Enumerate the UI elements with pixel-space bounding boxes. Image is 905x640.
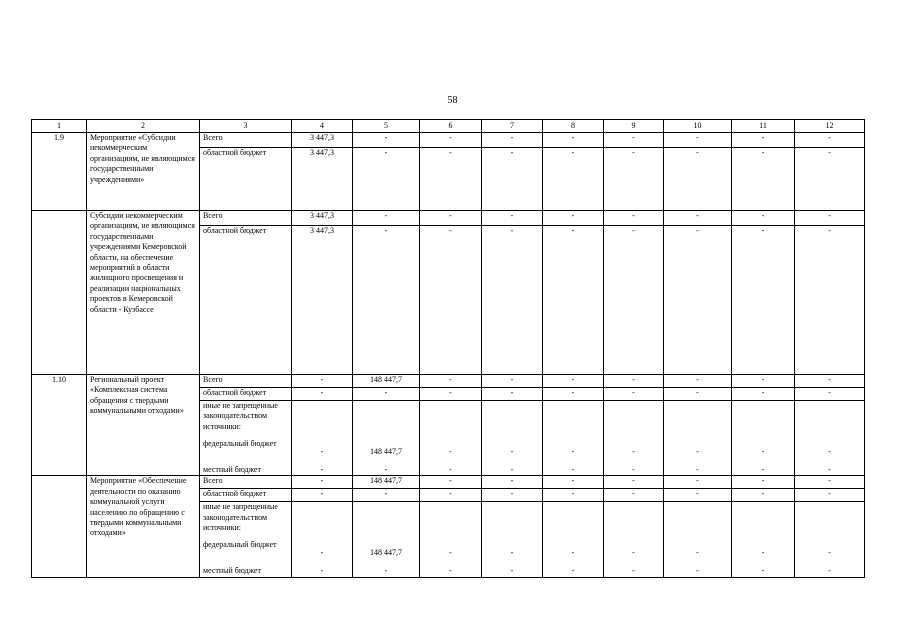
- cell-value: -: [632, 226, 635, 235]
- cell-value: [735, 502, 791, 540]
- cell-value: -: [761, 465, 765, 474]
- table-row: [32, 133, 865, 148]
- value-cell: [732, 211, 795, 226]
- header-row: [32, 120, 865, 133]
- row-number: [32, 211, 87, 375]
- value-cell: [353, 133, 420, 148]
- funding-source-cell: [200, 401, 292, 476]
- cell-value: 3 447,3: [310, 211, 334, 220]
- cell-value: -: [761, 375, 765, 384]
- cell-value: -: [828, 148, 831, 157]
- cell-value: -: [696, 447, 699, 456]
- cell-value: 148 447,7: [370, 375, 402, 384]
- cell-value: -: [761, 211, 765, 220]
- value-cell: [482, 211, 543, 226]
- cell-value: -: [449, 226, 452, 235]
- cell-value: -: [510, 133, 514, 142]
- cell-value: -: [510, 388, 514, 397]
- cell-value: -: [571, 447, 575, 456]
- value-cell: [353, 148, 420, 211]
- cell-value: -: [761, 226, 765, 235]
- cell-value: [607, 502, 660, 540]
- cell-value: -: [828, 566, 831, 576]
- value-cell: [420, 375, 482, 388]
- column-header: 1: [32, 120, 87, 133]
- cell-value: -: [571, 566, 575, 576]
- cell-value: -: [384, 566, 388, 576]
- value-cell: [795, 401, 865, 476]
- cell-value: -: [696, 548, 699, 558]
- value-cell: [292, 148, 353, 211]
- cell-value: 3 447,3: [310, 226, 334, 235]
- value-cell: [664, 489, 732, 502]
- cell-value: -: [320, 476, 324, 486]
- cell-value: -: [510, 465, 514, 474]
- value-cell: [604, 388, 664, 401]
- value-cell: [292, 226, 353, 375]
- value-cell: [664, 211, 732, 226]
- cell-value: [423, 502, 478, 540]
- cell-value: -: [320, 548, 324, 558]
- cell-value: -: [632, 148, 635, 157]
- value-cell: [420, 211, 482, 226]
- column-header: 6: [420, 120, 482, 133]
- value-cell: [482, 375, 543, 388]
- cell-value: -: [384, 226, 388, 235]
- cell-value: -: [632, 489, 635, 499]
- value-cell: [664, 226, 732, 375]
- value-cell: [664, 133, 732, 148]
- funding-source: местный бюджет: [203, 566, 261, 576]
- cell-value: -: [632, 388, 635, 397]
- value-cell: [292, 401, 353, 476]
- funding-source-cell: [200, 489, 292, 502]
- value-cell: [604, 502, 664, 577]
- value-cell: [482, 148, 543, 211]
- value-cell: [420, 401, 482, 476]
- value-cell: [420, 489, 482, 502]
- cell-value: -: [571, 388, 575, 397]
- cell-value: -: [761, 548, 765, 558]
- column-header: 7: [482, 120, 543, 133]
- value-cell: [604, 148, 664, 211]
- value-cell: [420, 502, 482, 577]
- value-cell: [664, 148, 732, 211]
- value-cell: [543, 388, 604, 401]
- cell-value: -: [449, 489, 452, 499]
- value-cell: [543, 489, 604, 502]
- cell-value: -: [828, 447, 831, 456]
- value-cell: [482, 226, 543, 375]
- funding-source: Всего: [203, 375, 223, 384]
- value-cell: [795, 148, 865, 211]
- cell-value: -: [761, 388, 765, 397]
- cell-value: [485, 502, 539, 540]
- cell-value: -: [632, 447, 635, 456]
- value-cell: [543, 401, 604, 476]
- funding-source: областной бюджет: [203, 388, 267, 397]
- cell-value: 148 447,7: [370, 548, 402, 558]
- cell-value: -: [384, 388, 388, 397]
- funding-source: областной бюджет: [203, 489, 267, 499]
- value-cell: [604, 226, 664, 375]
- value-cell: [604, 476, 664, 489]
- value-cell: [795, 476, 865, 489]
- funding-source: иные не запрещенные законодательством источники:: [203, 502, 278, 533]
- cell-value: -: [320, 566, 324, 576]
- cell-value: -: [571, 548, 575, 558]
- cell-value: -: [449, 447, 452, 456]
- value-cell: [732, 375, 795, 388]
- funding-source-cell: [200, 502, 292, 577]
- column-header: 2: [87, 120, 200, 133]
- value-cell: [353, 211, 420, 226]
- column-header: 11: [732, 120, 795, 133]
- activity-name: Региональный проект «Комплексная система обращения с твердыми коммунальными отходами»: [87, 375, 200, 476]
- cell-value: -: [828, 489, 831, 499]
- column-header: 8: [543, 120, 604, 133]
- value-cell: [664, 375, 732, 388]
- cell-value: [546, 401, 600, 439]
- value-cell: [604, 489, 664, 502]
- funding-source: иные не запрещенные законодательством источники:: [203, 401, 278, 431]
- cell-value: [356, 502, 416, 540]
- cell-value: [295, 401, 349, 439]
- cell-value: -: [320, 375, 324, 384]
- funding-source-cell: [200, 388, 292, 401]
- value-cell: [664, 476, 732, 489]
- cell-value: -: [828, 465, 831, 474]
- cell-value: -: [510, 375, 514, 384]
- value-cell: [604, 401, 664, 476]
- cell-value: 148 447,7: [370, 476, 402, 486]
- cell-value: -: [449, 548, 452, 558]
- cell-value: -: [696, 133, 699, 142]
- cell-value: -: [696, 226, 699, 235]
- funding-source-cell: [200, 476, 292, 489]
- cell-value: -: [696, 211, 699, 220]
- cell-value: -: [571, 211, 575, 220]
- cell-value: -: [571, 148, 575, 157]
- cell-value: -: [571, 375, 575, 384]
- cell-value: [356, 401, 416, 439]
- value-cell: [292, 375, 353, 388]
- funding-source: местный бюджет: [203, 465, 261, 474]
- cell-value: -: [632, 211, 635, 220]
- cell-value: -: [696, 148, 699, 157]
- cell-value: -: [761, 133, 765, 142]
- value-cell: [795, 375, 865, 388]
- cell-value: -: [761, 447, 765, 456]
- cell-value: [607, 401, 660, 439]
- value-cell: [420, 388, 482, 401]
- value-cell: [604, 375, 664, 388]
- cell-value: -: [384, 465, 388, 474]
- cell-value: -: [761, 148, 765, 157]
- value-cell: [482, 476, 543, 489]
- column-header: 3: [200, 120, 292, 133]
- table-row: [32, 211, 865, 226]
- value-cell: [795, 211, 865, 226]
- table-row: [32, 476, 865, 489]
- page-number: 58: [447, 95, 458, 106]
- funding-source: областной бюджет: [203, 226, 267, 235]
- column-header: 4: [292, 120, 353, 133]
- value-cell: [353, 502, 420, 577]
- column-header: 9: [604, 120, 664, 133]
- cell-value: -: [510, 226, 514, 235]
- funding-source: Всего: [203, 476, 223, 486]
- value-cell: [795, 226, 865, 375]
- cell-value: -: [384, 133, 388, 142]
- value-cell: [604, 211, 664, 226]
- value-cell: [420, 148, 482, 211]
- value-cell: [292, 133, 353, 148]
- cell-value: -: [320, 388, 324, 397]
- value-cell: [292, 476, 353, 489]
- cell-value: -: [828, 226, 831, 235]
- funding-source-cell: [200, 375, 292, 388]
- cell-value: [546, 502, 600, 540]
- funding-source: Всего: [203, 211, 223, 220]
- value-cell: [543, 211, 604, 226]
- funding-source: федеральный бюджет: [203, 439, 277, 448]
- value-cell: [482, 133, 543, 148]
- cell-value: 3 447,3: [310, 133, 334, 142]
- row-number: 1.9: [32, 133, 87, 211]
- budget-table: [31, 119, 865, 578]
- cell-value: -: [632, 133, 635, 142]
- funding-source-cell: [200, 133, 292, 148]
- cell-value: -: [828, 211, 831, 220]
- value-cell: [795, 502, 865, 577]
- value-cell: [732, 401, 795, 476]
- cell-value: [798, 502, 861, 540]
- value-cell: [664, 502, 732, 577]
- value-cell: [795, 388, 865, 401]
- cell-value: -: [449, 133, 452, 142]
- cell-value: -: [696, 476, 699, 486]
- funding-source: областной бюджет: [203, 148, 267, 157]
- cell-value: -: [384, 489, 388, 499]
- activity-name: Мероприятие «Обеспечение деятельности по оказанию коммунальной услуги населению по обращению с твердыми коммунальными отходами»: [87, 476, 200, 577]
- cell-value: -: [510, 148, 514, 157]
- value-cell: [353, 489, 420, 502]
- value-cell: [664, 388, 732, 401]
- cell-value: -: [320, 447, 324, 456]
- table-row: [32, 375, 865, 388]
- cell-value: -: [632, 566, 635, 576]
- cell-value: -: [510, 489, 514, 499]
- cell-value: -: [510, 548, 514, 558]
- cell-value: -: [632, 476, 635, 486]
- cell-value: [667, 401, 728, 439]
- cell-value: [485, 401, 539, 439]
- value-cell: [292, 211, 353, 226]
- cell-value: -: [571, 489, 575, 499]
- value-cell: [732, 476, 795, 489]
- value-cell: [292, 489, 353, 502]
- value-cell: [543, 502, 604, 577]
- column-header: 10: [664, 120, 732, 133]
- cell-value: -: [510, 447, 514, 456]
- cell-value: -: [510, 211, 514, 220]
- value-cell: [732, 148, 795, 211]
- activity-name: Субсидии некоммерческим организациям, не являющимся государственными учреждениями Кемеровской области, на обеспечение мероприятий в области жилищного просвещения и реализации национальных проектов в Кемеровской области - Кузбассе: [87, 211, 200, 375]
- value-cell: [543, 133, 604, 148]
- column-header: 12: [795, 120, 865, 133]
- cell-value: -: [696, 489, 699, 499]
- cell-value: -: [761, 566, 765, 576]
- value-cell: [420, 226, 482, 375]
- cell-value: -: [571, 133, 575, 142]
- cell-value: [295, 502, 349, 540]
- value-cell: [543, 375, 604, 388]
- value-cell: [482, 489, 543, 502]
- value-cell: [353, 226, 420, 375]
- cell-value: [423, 401, 478, 439]
- cell-value: -: [384, 148, 388, 157]
- cell-value: -: [828, 375, 831, 384]
- value-cell: [795, 489, 865, 502]
- cell-value: -: [761, 476, 765, 486]
- value-cell: [664, 401, 732, 476]
- value-cell: [543, 148, 604, 211]
- cell-value: -: [696, 566, 699, 576]
- value-cell: [543, 476, 604, 489]
- value-cell: [795, 133, 865, 148]
- value-cell: [420, 133, 482, 148]
- cell-value: -: [510, 476, 514, 486]
- cell-value: -: [696, 388, 699, 397]
- value-cell: [732, 226, 795, 375]
- cell-value: -: [510, 566, 514, 576]
- cell-value: -: [449, 566, 452, 576]
- cell-value: -: [696, 465, 699, 474]
- value-cell: [482, 502, 543, 577]
- value-cell: [292, 502, 353, 577]
- cell-value: [798, 401, 861, 439]
- funding-source-cell: [200, 148, 292, 211]
- cell-value: -: [449, 148, 452, 157]
- cell-value: -: [632, 465, 635, 474]
- cell-value: -: [828, 388, 831, 397]
- value-cell: [292, 388, 353, 401]
- cell-value: -: [449, 476, 452, 486]
- cell-value: -: [449, 375, 452, 384]
- value-cell: [732, 388, 795, 401]
- value-cell: [353, 476, 420, 489]
- value-cell: [732, 502, 795, 577]
- cell-value: -: [571, 476, 575, 486]
- cell-value: -: [571, 465, 575, 474]
- value-cell: [604, 133, 664, 148]
- value-cell: [482, 401, 543, 476]
- cell-value: -: [632, 548, 635, 558]
- cell-value: -: [449, 388, 452, 397]
- cell-value: -: [632, 375, 635, 384]
- value-cell: [543, 226, 604, 375]
- cell-value: -: [320, 465, 324, 474]
- cell-value: -: [761, 489, 765, 499]
- column-header: 5: [353, 120, 420, 133]
- funding-source: Всего: [203, 133, 223, 142]
- value-cell: [353, 388, 420, 401]
- cell-value: -: [828, 548, 831, 558]
- cell-value: 148 447,7: [370, 447, 402, 456]
- value-cell: [420, 476, 482, 489]
- cell-value: -: [571, 226, 575, 235]
- cell-value: -: [449, 465, 452, 474]
- value-cell: [732, 489, 795, 502]
- cell-value: -: [449, 211, 452, 220]
- value-cell: [482, 388, 543, 401]
- cell-value: 3 447,3: [310, 148, 334, 157]
- value-cell: [732, 133, 795, 148]
- cell-value: -: [828, 476, 831, 486]
- cell-value: -: [384, 211, 388, 220]
- cell-value: [667, 502, 728, 540]
- funding-source-cell: [200, 226, 292, 375]
- funding-source: федеральный бюджет: [203, 540, 277, 550]
- cell-value: -: [320, 489, 324, 499]
- activity-name: Мероприятие «Субсидии некоммерческим организациям, не являющимся государственными учреждениями»: [87, 133, 200, 211]
- funding-source-cell: [200, 211, 292, 226]
- value-cell: [353, 375, 420, 388]
- cell-value: -: [696, 375, 699, 384]
- value-cell: [353, 401, 420, 476]
- row-number: 1.10: [32, 375, 87, 476]
- row-number: [32, 476, 87, 577]
- cell-value: [735, 401, 791, 439]
- cell-value: -: [828, 133, 831, 142]
